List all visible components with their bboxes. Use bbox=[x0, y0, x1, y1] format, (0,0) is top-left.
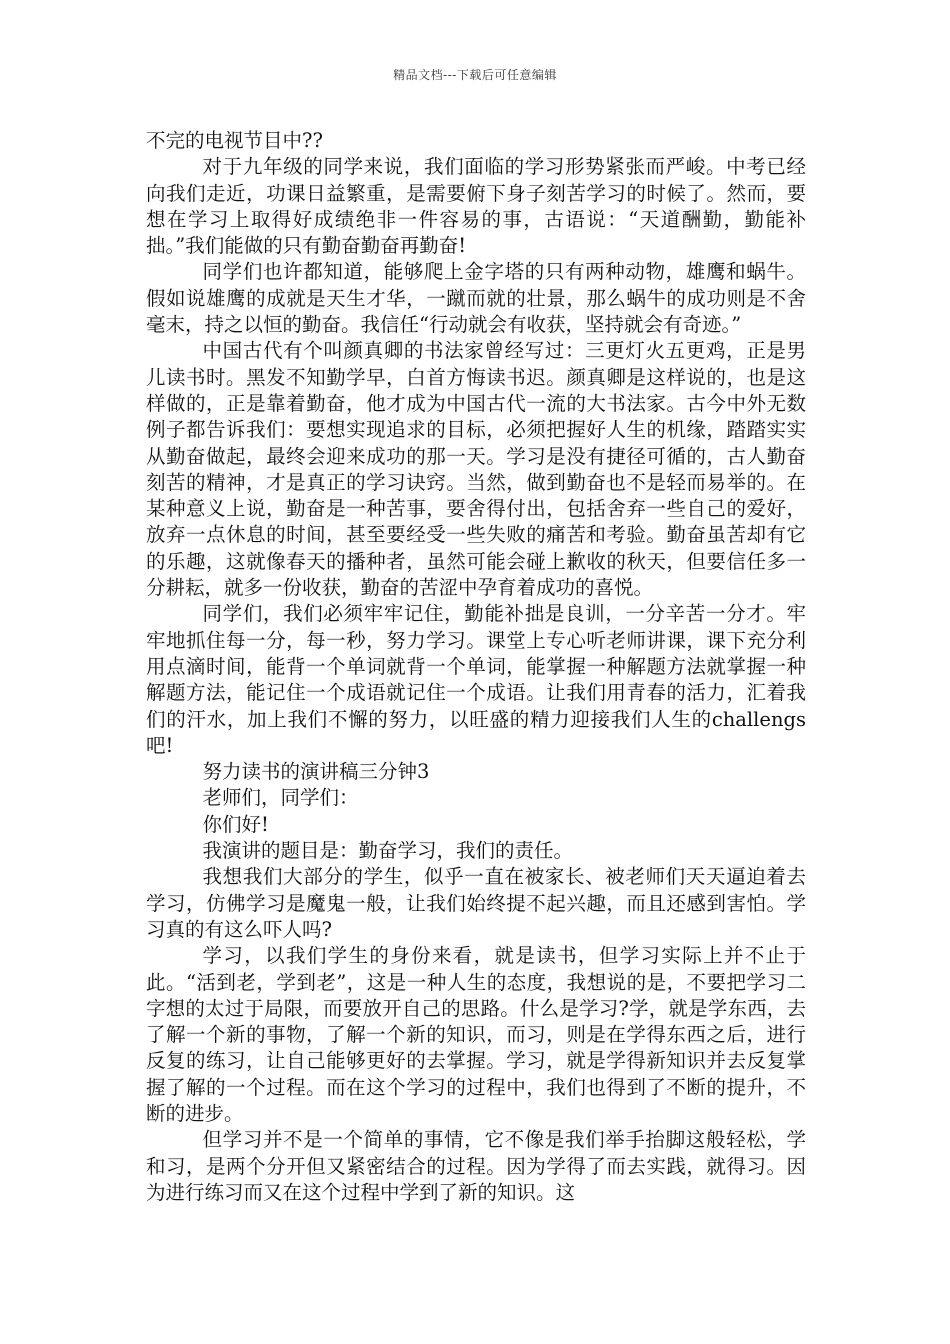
paragraph: 同学们，我们必须牢牢记住，勤能补拙是良训，一分辛苦一分才。牢牢地抓住每一分，每一秒，努力学习。课堂上专心听老师讲课，课下充分利用点滴时间，能背一个单词就背一个单词，能掌握一种解题方法就掌握一种解题方法，能记住一个成语就记住一个成语。让我们用青春的活力，汇着我们的汗水，加上我们不懈的努力，以旺盛的精力迎接我们人生的challengs吧! bbox=[146, 602, 806, 757]
paragraph: 对于九年级的同学来说，我们面临的学习形势紧张而严峻。中考已经向我们走近，功课日益繁重，是需要俯下身子刻苦学习的时候了。然而，要想在学习上取得好成绩绝非一件容易的事，古语说：“天道酬勤，勤能补拙。”我们能做的只有勤奋勤奋再勤奋! bbox=[146, 155, 806, 258]
paragraph: 学习，以我们学生的身份来看，就是读书，但学习实际上并不止于此。“活到老，学到老”，这是一种人生的态度，我想说的是，不要把学习二字想的太过于局限，而要放开自己的思路。什么是学习?学，就是学东西，去了解一个新的事物，了解一个新的知识，而习，则是在学得东西之后，进行反复的练习，让自己能够更好的去掌握。学习，就是学得新知识并去反复掌握了解的一个过程。而在这个学习的过程中，我们也得到了不断的提升，不断的进步。 bbox=[146, 944, 806, 1125]
paragraph: 你们好! bbox=[202, 812, 269, 836]
paragraph: 努力读书的演讲稿三分钟3 bbox=[202, 760, 430, 784]
page-header: 精品文档---下载后可任意编辑 bbox=[393, 68, 557, 82]
paragraph: 我想我们大部分的学生，似乎一直在被家长、被老师们天天逼迫着去学习，仿佛学习是魔鬼一般，让我们始终提不起兴趣，而且还感到害怕。学习真的有这么吓人吗? bbox=[146, 865, 806, 941]
paragraph: 同学们也许都知道，能够爬上金字塔的只有两种动物，雄鹰和蜗牛。假如说雄鹰的成就是天生才华，一蹴而就的壮景，那么蜗牛的成功则是不舍毫末，持之以恒的勤奋。我信任“行动就会有收获，坚持就会有奇迹。” bbox=[146, 260, 806, 337]
paragraph: 我演讲的题目是：勤奋学习，我们的责任。 bbox=[202, 839, 574, 863]
paragraph: 但学习并不是一个简单的事情，它不像是我们举手抬脚这般轻松，学和习，是两个分开但又紧密结合的过程。因为学得了而去实践，就得习。因为进行练习而又在这个过程中学到了新的知识。这 bbox=[146, 1128, 806, 1204]
paragraph: 中国古代有个叫颜真卿的书法家曾经写过：三更灯火五更鸡，正是男儿读书时。黑发不知勤学早，白首方悔读书迟。颜真卿是这样说的，也是这样做的，正是靠着勤奋，他才成为中国古代一流的大书法家。古今中外无数例子都告诉我们：要想实现追求的目标，必须把握好人生的机缘，踏踏实实从勤奋做起，最终会迎来成功的那一天。学习是没有捷径可循的，古人勤奋刻苦的精神，才是真正的学习诀窍。当然，做到勤奋也不是轻而易举的。在某种意义上说，勤奋是一种苦事，要舍得付出，包括舍弃一些自己的爱好，放弃一点休息的时间，甚至要经受一些失败的痛苦和考验。勤奋虽苦却有它的乐趣，这就像春天的播种者，虽然可能会碰上歉收的秋天，但要信任多一分耕耘，就多一份收获，勤奋的苦涩中孕育着成功的喜悦。 bbox=[146, 339, 806, 600]
document-body bbox=[146, 128, 806, 1206]
paragraph: 不完的电视节目中?? bbox=[146, 129, 323, 152]
paragraph: 老师们，同学们： bbox=[202, 786, 359, 810]
